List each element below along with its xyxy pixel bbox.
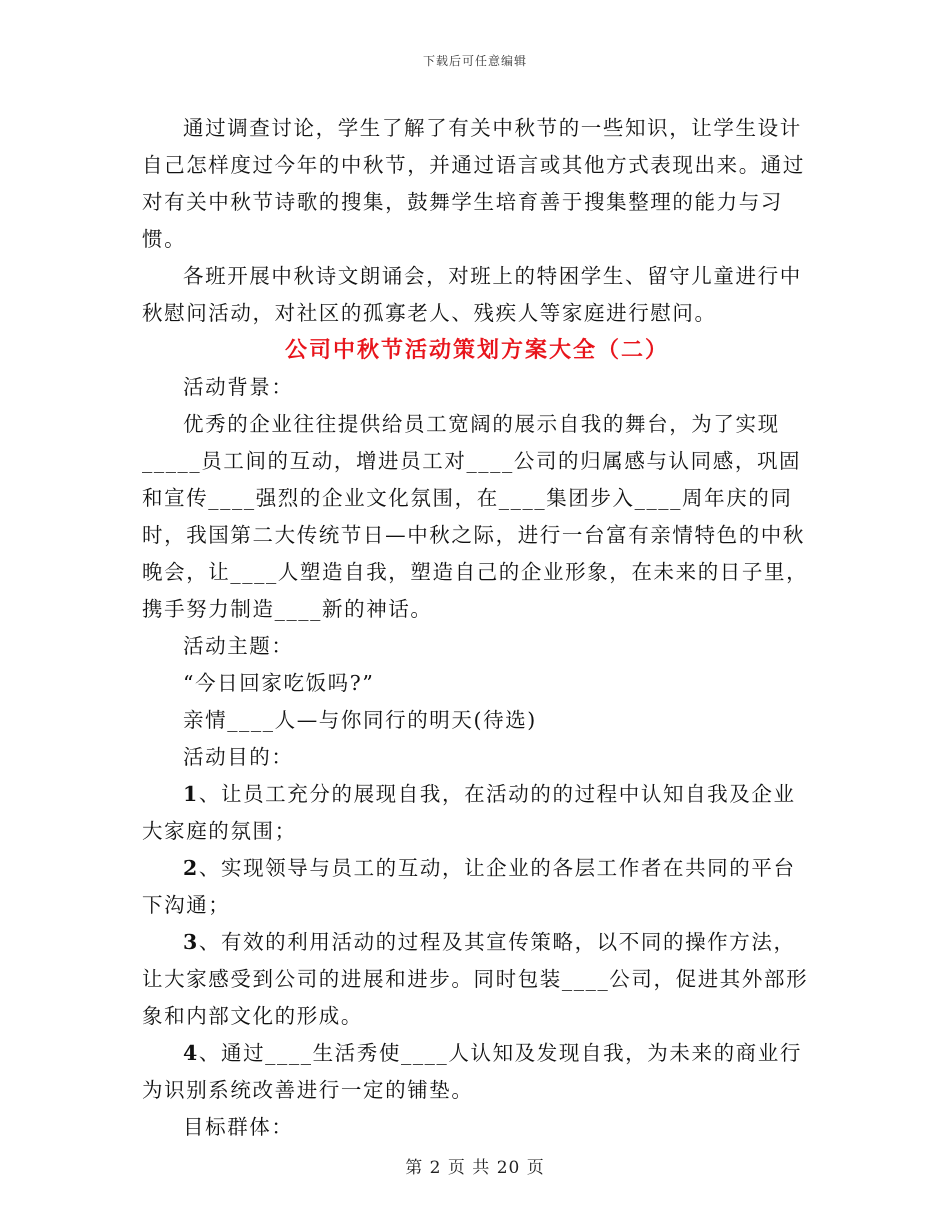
paragraph-recitation: 各班开展中秋诗文朗诵会，对班上的特困学生、留守儿童进行中秋慰问活动，对社区的孤寡老人、残疾人等家庭进行慰问。 bbox=[142, 264, 802, 325]
target-heading: 目标群体： bbox=[183, 1115, 294, 1139]
goal-item bbox=[142, 924, 812, 1035]
document-body bbox=[142, 110, 812, 1146]
goal-number: 1 bbox=[183, 782, 199, 806]
background-heading: 活动背景： bbox=[183, 375, 294, 399]
page-footer: 第 2 页 共 20 页 bbox=[405, 1158, 545, 1178]
goal-item bbox=[142, 850, 812, 924]
page-header: 下载后可任意编辑 bbox=[422, 54, 527, 68]
paragraph-survey: 通过调查讨论，学生了解了有关中秋节的一些知识，让学生设计自己怎样度过今年的中秋节，并通过语言或其他方式表现出来。通过对有关中秋节诗歌的搜集，鼓舞学生培育善于搜集整理的能力与习惯。 bbox=[142, 116, 805, 251]
goal-text: 、实现领导与员工的互动，让企业的各层工作者在共同的平台下沟通； bbox=[142, 856, 796, 917]
goal-number: 2 bbox=[183, 856, 199, 880]
goals-heading: 活动目的： bbox=[183, 745, 294, 769]
goal-text: 、通过____生活秀使____人认知及发现自我，为未来的商业行为识别系统改善进行一定的铺垫。 bbox=[142, 1041, 802, 1102]
background-paragraph: 优秀的企业往往提供给员工宽阔的展示自我的舞台，为了实现_____员工间的互动，增进员工对____公司的归属感与认同感，巩固和宣传____强烈的企业文化氛围，在____集团步入____周年庆的同时，我国第二大传统节日—中秋之际，进行一台富有亲情特色的中秋晚会，让____人塑造自我，塑造自己的企业形象，在未来的日子里，携手努力制造____新的神话。 bbox=[142, 412, 809, 621]
goal-text: 、有效的利用活动的过程及其宣传策略，以不同的操作方法，让大家感受到公司的进展和进步。同时包装____公司，促进其外部形象和内部文化的形成。 bbox=[142, 930, 809, 1028]
theme-line-2: 亲情____人—与你同行的明天(待选) bbox=[183, 708, 537, 732]
theme-heading: 活动主题： bbox=[183, 634, 294, 658]
goal-text: 、让员工充分的展现自我，在活动的的过程中认知自我及企业大家庭的氛围； bbox=[142, 782, 796, 843]
goal-number: 3 bbox=[183, 930, 199, 954]
section-title: 公司中秋节活动策划方案大全（二） bbox=[284, 337, 669, 363]
goal-item bbox=[142, 1035, 812, 1109]
goal-item bbox=[142, 776, 812, 850]
goal-number: 4 bbox=[183, 1041, 199, 1065]
theme-line-1: “今日回家吃饭吗?” bbox=[183, 671, 375, 695]
